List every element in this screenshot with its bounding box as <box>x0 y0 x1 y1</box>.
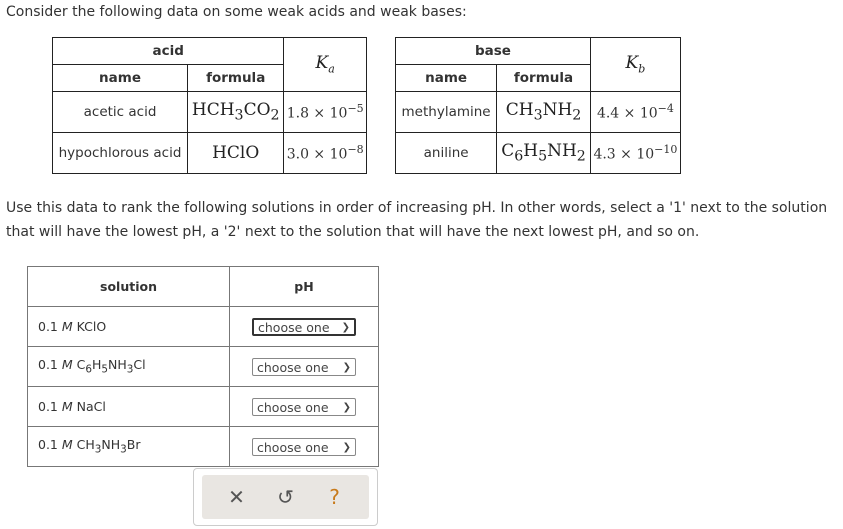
chevron-down-icon: ❯ <box>341 321 350 333</box>
undo-button[interactable]: ↺ <box>277 485 294 509</box>
solution-header: solution <box>28 267 230 307</box>
chevron-down-icon: ❯ <box>342 361 351 373</box>
clear-button[interactable]: ✕ <box>228 485 245 509</box>
acid-name-header: name <box>53 65 188 92</box>
acid-name-cell: hypochlorous acid <box>53 133 188 174</box>
solution-formula: $C_6H_5NH_3Cl$ <box>72 357 146 376</box>
kb-value-cell: $4.3 \times 10^{-10}$ <box>590 133 680 174</box>
acid-group-header: acid <box>53 38 284 65</box>
ka-value-cell: $3.0 \times 10^{-8}$ <box>284 133 367 174</box>
ph-cell <box>230 347 379 387</box>
solution-formula: $CH_3NH_3Br$ <box>72 437 141 456</box>
acid-formula-header: formula <box>188 65 284 92</box>
intro-text: Consider the following data on some weak acids and weak bases: <box>6 4 467 20</box>
ranking-table <box>27 266 379 467</box>
acid-table <box>52 37 367 174</box>
acid-formula-cell: $HCH_3CO_2$ <box>188 92 284 133</box>
kb-value-cell: $4.4 \times 10^{-4}$ <box>590 92 680 133</box>
ph-select-kclo[interactable]: choose one ❯ <box>252 318 356 336</box>
solution-label: 0.1 M $CH_3NH_3Br$ <box>28 427 230 467</box>
solution-label: 0.1 M KClO <box>28 307 230 347</box>
ph-cell <box>230 427 379 467</box>
answer-toolbar <box>193 468 378 526</box>
ph-cell <box>230 387 379 427</box>
ka-header: $K_a$ <box>284 38 367 92</box>
base-name-cell: aniline <box>396 133 497 174</box>
solution-formula: KClO <box>72 319 107 334</box>
acid-formula-cell: HClO <box>188 133 284 174</box>
chevron-down-icon: ❯ <box>342 401 351 413</box>
base-name-header: name <box>396 65 497 92</box>
solution-formula: NaCl <box>72 399 106 414</box>
instructions-text: Use this data to rank the following solutions in order of increasing pH. In other words, select a '1' next to the solution that will have the lowest pH, a '2' next to the solution that will have the next lowest pH, and so on. <box>6 200 828 240</box>
ph-select-c6h5nh3cl[interactable]: choose one ❯ <box>252 358 356 376</box>
solution-label: 0.1 M $C_6H_5NH_3Cl$ <box>28 347 230 387</box>
ph-header: pH <box>230 267 379 307</box>
ka-value-cell: $1.8 \times 10^{-5}$ <box>284 92 367 133</box>
acid-name-cell: acetic acid <box>53 92 188 133</box>
base-name-cell: methylamine <box>396 92 497 133</box>
ph-cell <box>230 307 379 347</box>
ph-select-nacl[interactable]: choose one ❯ <box>252 398 356 416</box>
chevron-down-icon: ❯ <box>342 441 351 453</box>
help-button[interactable]: ? <box>329 485 340 509</box>
base-formula-cell: $CH_3NH_2$ <box>497 92 591 133</box>
base-formula-header: formula <box>497 65 591 92</box>
ph-select-ch3nh3br[interactable]: choose one ❯ <box>252 438 356 456</box>
base-table <box>395 37 681 174</box>
solution-label: 0.1 M NaCl <box>28 387 230 427</box>
base-formula-cell: $C_6H_5NH_2$ <box>497 133 591 174</box>
base-group-header: base <box>396 38 591 65</box>
kb-header: $K_b$ <box>590 38 680 92</box>
